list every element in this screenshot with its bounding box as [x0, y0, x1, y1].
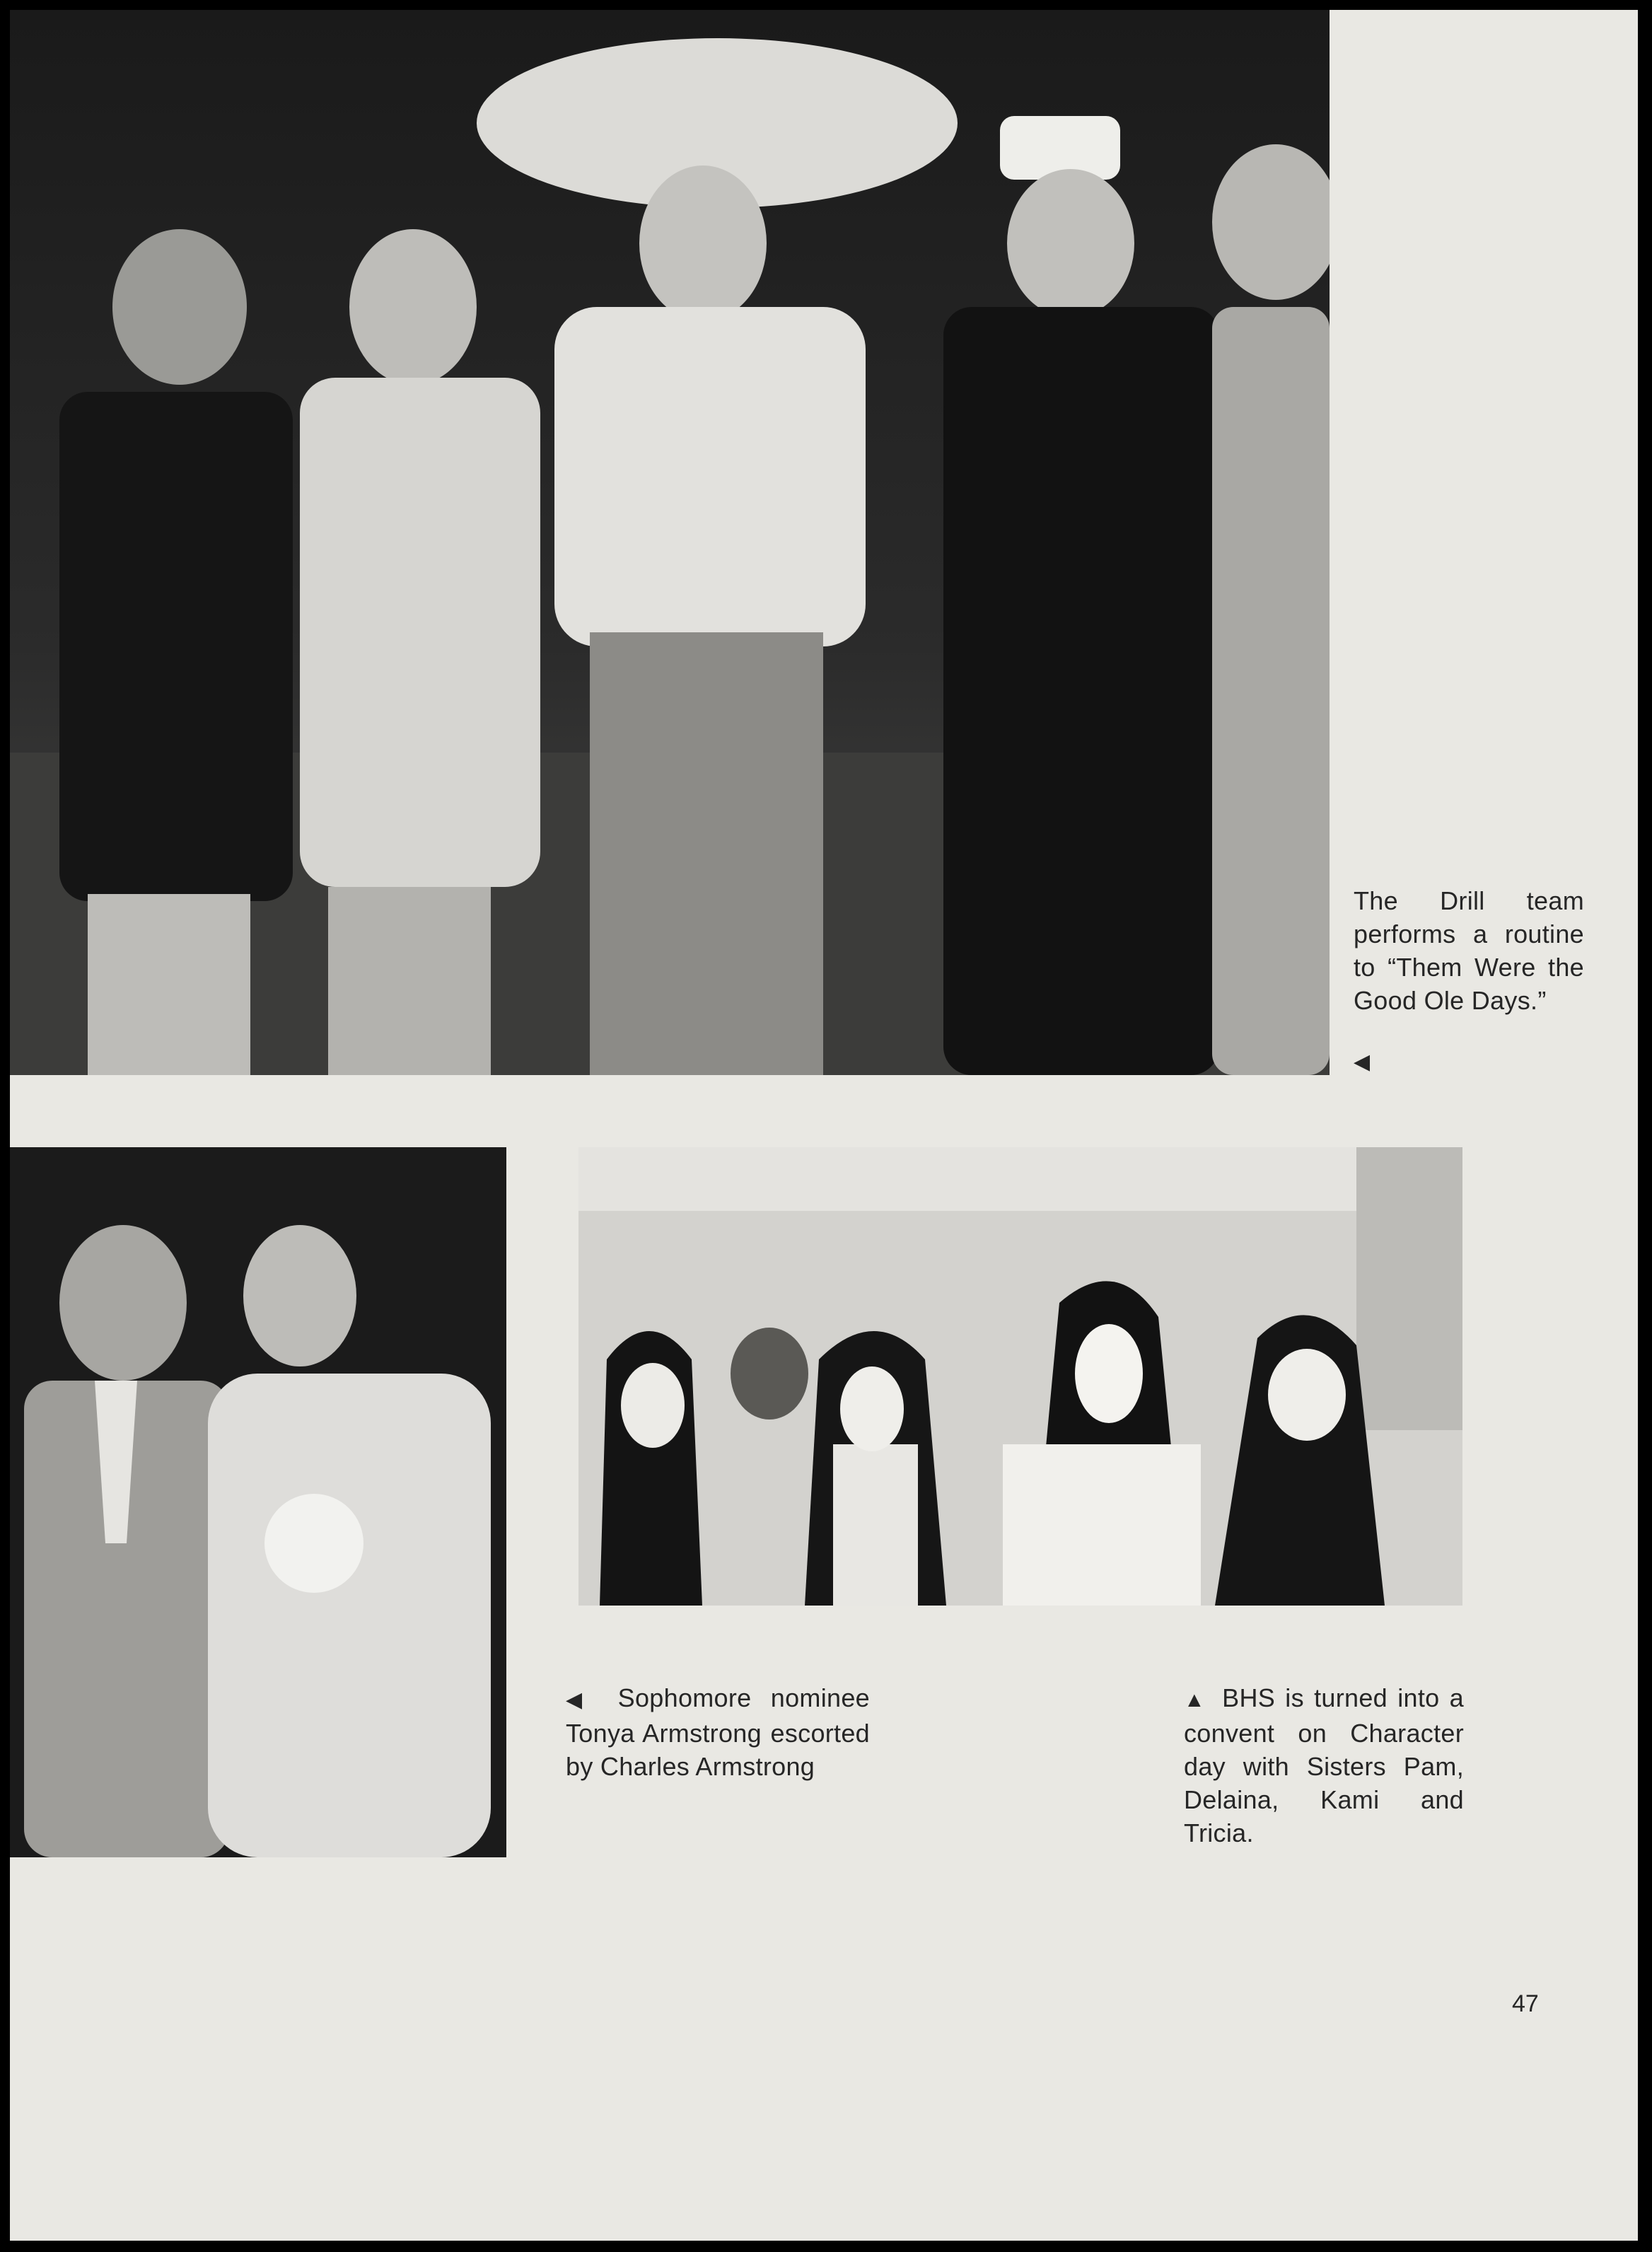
convent-caption-text: BHS is turned into a convent on Character day with Sisters Pam, Delaina, Kami and Tricia. — [1184, 1683, 1465, 1847]
left-arrow-icon: ◀ — [566, 1688, 595, 1712]
convent-character-day-photo — [578, 1147, 1462, 1606]
left-arrow-icon: ◀ — [1354, 1050, 1371, 1074]
sophomore-nominee-caption — [566, 1681, 870, 1783]
page-number: 47 — [1512, 1990, 1539, 2017]
drill-team-caption — [1354, 884, 1584, 1017]
convent-caption — [1184, 1681, 1464, 1850]
yearbook-page — [10, 10, 1638, 2241]
sophomore-nominee-photo — [10, 1147, 506, 1857]
sophomore-caption-text: Sophomore nominee Tonya Armstrong escorted by Charles Armstrong — [566, 1683, 870, 1781]
drill-caption-text: The Drill team performs a routine to “Them Were the Good Ole Days.” — [1354, 886, 1584, 1015]
drill-team-photo — [10, 10, 1330, 1075]
up-arrow-icon: ▲ — [1184, 1688, 1208, 1712]
